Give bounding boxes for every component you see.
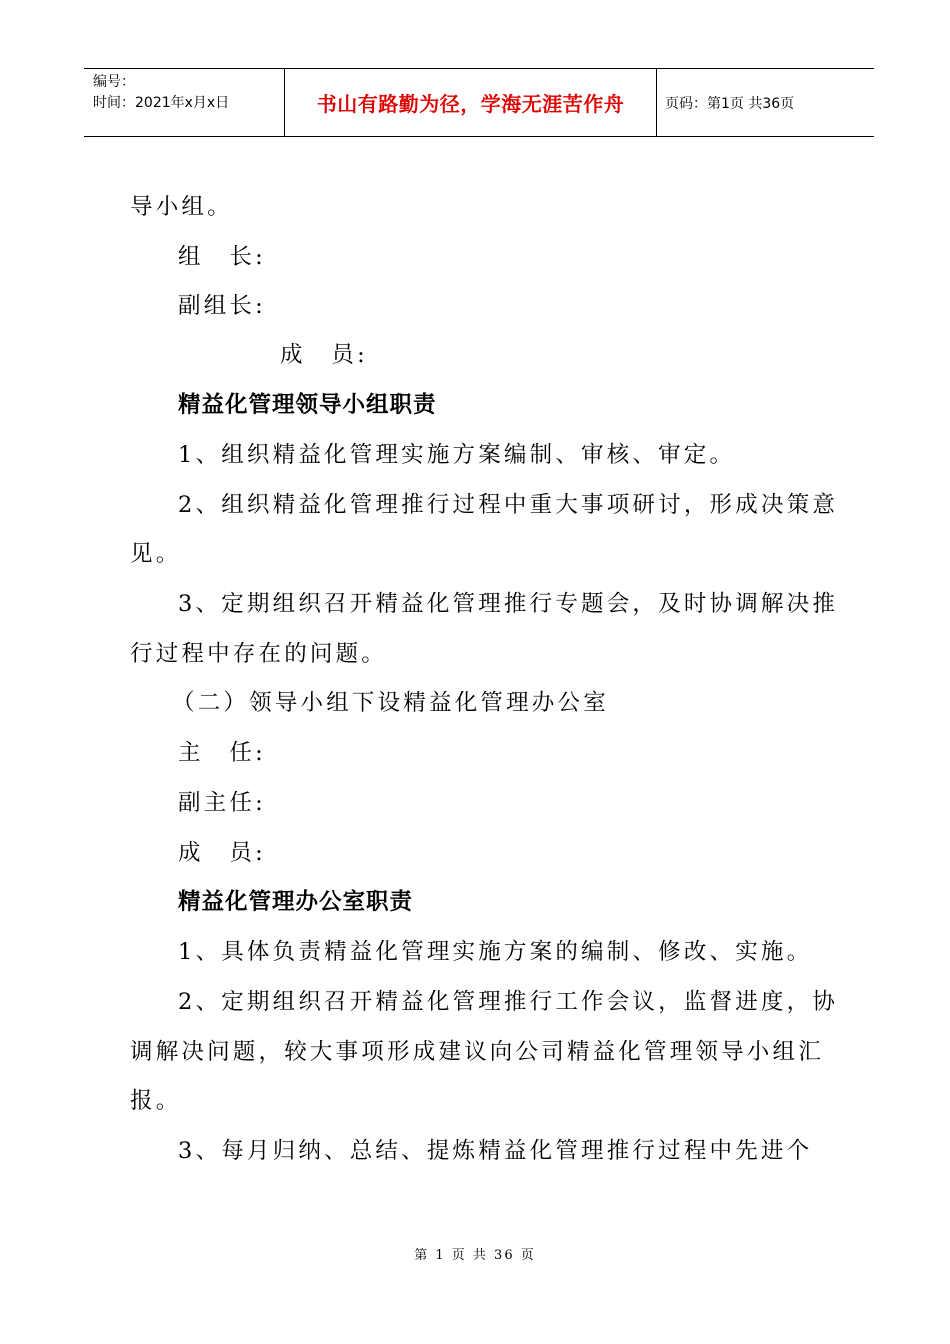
body-line: 副主任:: [178, 790, 266, 816]
body-line: 成 员:: [280, 342, 368, 368]
body-line: 报。: [130, 1088, 182, 1114]
document-number-label: 编号：: [93, 74, 135, 90]
section-heading: 精益化管理办公室职责: [178, 889, 414, 915]
body-line: 导小组。: [130, 194, 233, 220]
document-time-label: 时间：2021年x月x日: [93, 95, 230, 111]
body-line: 调解决问题，较大事项形成建议向公司精益化管理领导小组汇: [130, 1039, 824, 1065]
body-line: 2、定期组织召开精益化管理推行工作会议，监督进度，协: [178, 989, 839, 1015]
body-line: 成 员:: [178, 840, 266, 866]
document-header: [84, 68, 874, 137]
body-line: （二）领导小组下设精益化管理办公室: [172, 690, 609, 716]
body-line: 见。: [130, 541, 182, 567]
header-meta-cell: [84, 69, 285, 136]
header-page-info: 页码：第1页 共36页: [665, 95, 795, 112]
body-line: 组 长:: [178, 244, 266, 270]
body-line: 主 任:: [178, 740, 266, 766]
body-line: 3、每月归纳、总结、提炼精益化管理推行过程中先进个: [178, 1138, 813, 1164]
body-line: 2、组织精益化管理推行过程中重大事项研讨，形成决策意: [178, 492, 839, 518]
body-line: 行过程中存在的问题。: [130, 641, 388, 667]
body-line: 1、具体负责精益化管理实施方案的编制、修改、实施。: [178, 939, 813, 965]
body-line: 1、组织精益化管理实施方案编制、审核、审定。: [178, 442, 736, 468]
section-heading: 精益化管理领导小组职责: [178, 392, 437, 418]
page-footer: 第 1 页 共 36 页: [414, 1248, 536, 1263]
body-line: 3、定期组织召开精益化管理推行专题会，及时协调解决推: [178, 591, 839, 617]
body-line: 副组长:: [178, 293, 266, 319]
header-motto: 书山有路勤为径，学海无涯苦作舟: [285, 69, 657, 136]
